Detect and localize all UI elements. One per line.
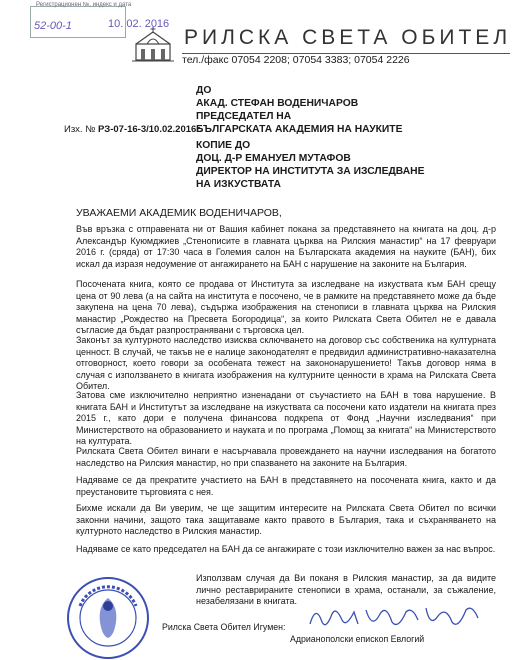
addressee-to-label: ДО — [196, 85, 212, 96]
signer-name: Адрианополски епископ Евлогий — [290, 634, 425, 644]
copy-to-label: КОПИЕ ДО — [196, 140, 251, 151]
addressee-role-2: БЪЛГАРСКАТА АКАДЕМИЯ НА НАУКИТЕ — [196, 124, 403, 135]
addressee-role-1: ПРЕДСЕДАТЕЛ НА — [196, 111, 292, 122]
paragraph-4: Затова сме изключително неприятно изненадани от съучастието на БАН в това нарушение. В книгата БАН и Институтът за изследване на изкуствата са посочени като издатели на книгата през 2015 г., като дори е получена финансова подкрепа от Фонд „Научни изследвания“ при Министерството на образованието и науката и по програма „Помощ за книгата“ на Министерството на културата. — [76, 390, 496, 447]
monastery-emblem-icon — [132, 26, 174, 64]
copy-to-role-1: ДИРЕКТОР НА ИНСТИТУТА ЗА ИЗСЛЕДВАНЕ — [196, 166, 425, 177]
signature-line-label: Рилска Света Обител Игумен: — [162, 622, 286, 632]
stamp-label: Регистрационен №, индекс и дата — [36, 2, 132, 8]
salutation: УВАЖАЕМИ АКАДЕМИК ВОДЕНИЧАРОВ, — [76, 207, 282, 219]
paragraph-9: Използвам случая да Ви поканя в Рилския манастир, за да видите лично реставрираните стенописи в храма, останали, за съжаление, незабелязани в книгата. — [196, 573, 496, 607]
reference-label: Изх. № — [64, 124, 96, 135]
paragraph-6: Надяваме се да прекратите участието на БАН в представянето на посочената книга, както и да преустановите търговията с нея. — [76, 475, 496, 497]
monastery-seal-icon — [66, 576, 150, 660]
addressee-name: АКАД. СТЕФАН ВОДЕНИЧАРОВ — [196, 98, 359, 109]
paragraph-2: Посочената книга, която се продава от Института за изследване на изкуствата към БАН срещу цена от 90 лева (а на сайта на института е посочено, че в рамките на представянето може да бъде закупена на цена 70 лева), съдържа изображения на стенописи в главната църква на Рилския манастир „Рождество на Пресвета Богородица“, за които Рилската Света Обител не е давала съгласие да бъдат разпространявани с търговска цел. — [76, 279, 496, 336]
copy-to-name: ДОЦ. Д-Р ЕМАНУЕЛ МУТАФОВ — [196, 153, 351, 164]
contact-phones: тел./факс 07054 2208; 07054 3383; 07054 2226 — [182, 54, 410, 66]
paragraph-3: Законът за културното наследство изисква сключването на договор със собственика на културната ценност. В случай, че такъв не е налице законодателят е предвидил административно-наказателна отговорност, което говори за особената тежест на закононарушението! Такъв договор няма в случая с използването в книгата изображения на културните ценности в храма на Рилската Света Обител. — [76, 335, 496, 392]
stamp-number: 52-00-1 — [34, 20, 72, 32]
reference-number: РЗ-07-16-3/10.02.2016г. — [98, 124, 202, 135]
paragraph-1: Във връзка с отправената ни от Вашия кабинет покана за представянето на книгата на доц. д-р Александър Куюмджиев „Стенописите в главната църква на Рилския манастир“ на 17 февруари 2016 г. (сряда) от 17:30 часа в Големия салон на Българската академия на науките (БАН), бих искал да изразя недоумение от ангажирането на БАН с нарушение на законите на България. — [76, 224, 496, 269]
paragraph-8: Надяваме се като председател на БАН да се ангажирате с този изключително важен за нас въпрос. — [76, 544, 496, 554]
handwritten-signature — [306, 600, 486, 634]
organization-name: РИЛСКА СВЕТА ОБИТЕЛ — [184, 26, 512, 49]
paragraph-5: Рилската Света Обител винаги е насърчавала провеждането на научни изследвания на богатото наследство на Рилския манастир, но при спазването на законите на България. — [76, 446, 496, 468]
copy-to-role-2: НА ИЗКУСТВАТА — [196, 179, 281, 190]
stamp-date: 10. 02. 2016 — [108, 18, 170, 30]
outgoing-reference — [64, 124, 202, 135]
paragraph-7: Бихме искали да Ви уверим, че ще защитим интересите на Рилската Света Обител по всички законни начини, защото така защитаваме както правото в България, така и съхраняването на културното наследство в Рилския манастир. — [76, 503, 496, 537]
